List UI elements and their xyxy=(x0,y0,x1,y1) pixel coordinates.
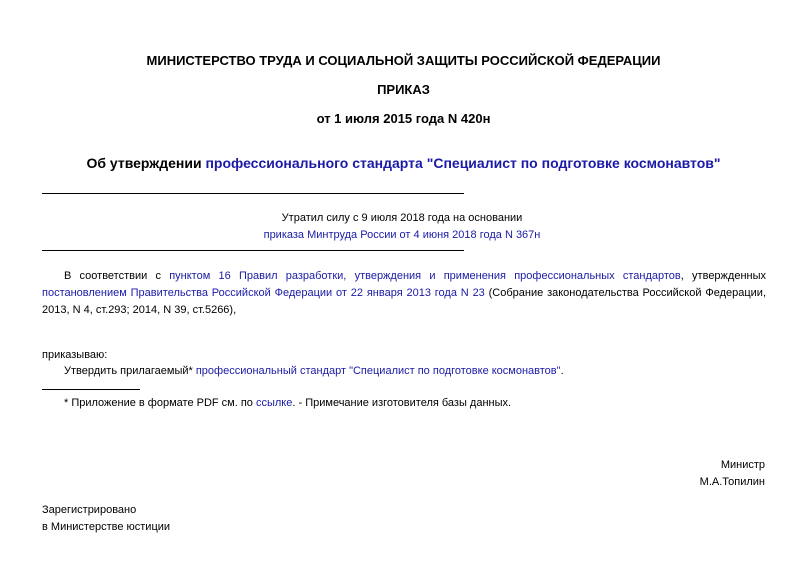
order-label: приказываю: xyxy=(42,349,108,361)
registration-line-2: в Министерстве юстиции xyxy=(42,521,171,533)
title-prefix: Об утверждении xyxy=(86,155,206,171)
order-text-2: . xyxy=(560,365,564,377)
ministry-heading: МИНИСТЕРСТВО ТРУДА И СОЦИАЛЬНОЙ ЗАЩИТЫ РОССИЙСКОЙ ФЕДЕРАЦИИ xyxy=(146,53,661,68)
preamble-text-1: В соответствии с xyxy=(64,270,170,282)
registration-line-1: Зарегистрировано xyxy=(42,504,137,516)
footnote-text-1: * Приложение в формате PDF см. по xyxy=(64,397,256,409)
date-number-heading: от 1 июля 2015 года N 420н xyxy=(316,111,491,126)
order-text-1: Утвердить прилагаемый* xyxy=(64,365,196,377)
signatory-position: Министр xyxy=(720,459,765,471)
footnote-divider xyxy=(42,389,140,390)
footnote-text-2: . - Примечание изготовителя базы данных. xyxy=(292,397,512,409)
resolution-link[interactable]: постановлением Правительства Российской Федерации от 22 января 2013 года N 23 xyxy=(42,287,485,299)
order-paragraph xyxy=(64,363,564,380)
repeal-notice xyxy=(42,210,762,244)
repeal-order-link[interactable]: приказа Минтруда России от 4 июня 2018 года N 367н xyxy=(263,229,541,241)
signatory-name: М.А.Топилин xyxy=(699,476,765,488)
signature-block xyxy=(700,457,765,491)
divider-top xyxy=(42,193,464,194)
divider-bottom xyxy=(42,250,464,251)
rules-link[interactable]: пунктом 16 Правил разработки, утверждения и применения профессиональных стандартов xyxy=(169,270,681,282)
document-title xyxy=(0,155,807,171)
title-standard-link[interactable]: профессионального стандарта "Специалист по подготовке космонавтов" xyxy=(205,155,721,171)
preamble-paragraph xyxy=(42,268,766,319)
preamble-text-3: (Собрание законодательства Российской Федерации, 2013, N 4, ст.293; 2014, N 39, ст.5266), xyxy=(42,287,766,316)
doc-type-heading: ПРИКАЗ xyxy=(377,82,430,97)
footnote xyxy=(64,395,511,412)
preamble-text-2: , утвержденных xyxy=(680,270,767,282)
repeal-notice-text: Утратил силу с 9 июля 2018 года на основании xyxy=(281,212,523,224)
registration-block xyxy=(42,502,170,536)
standard-link[interactable]: профессиональный стандарт "Специалист по подготовке космонавтов" xyxy=(195,365,561,377)
pdf-link[interactable]: ссылке xyxy=(255,397,293,409)
